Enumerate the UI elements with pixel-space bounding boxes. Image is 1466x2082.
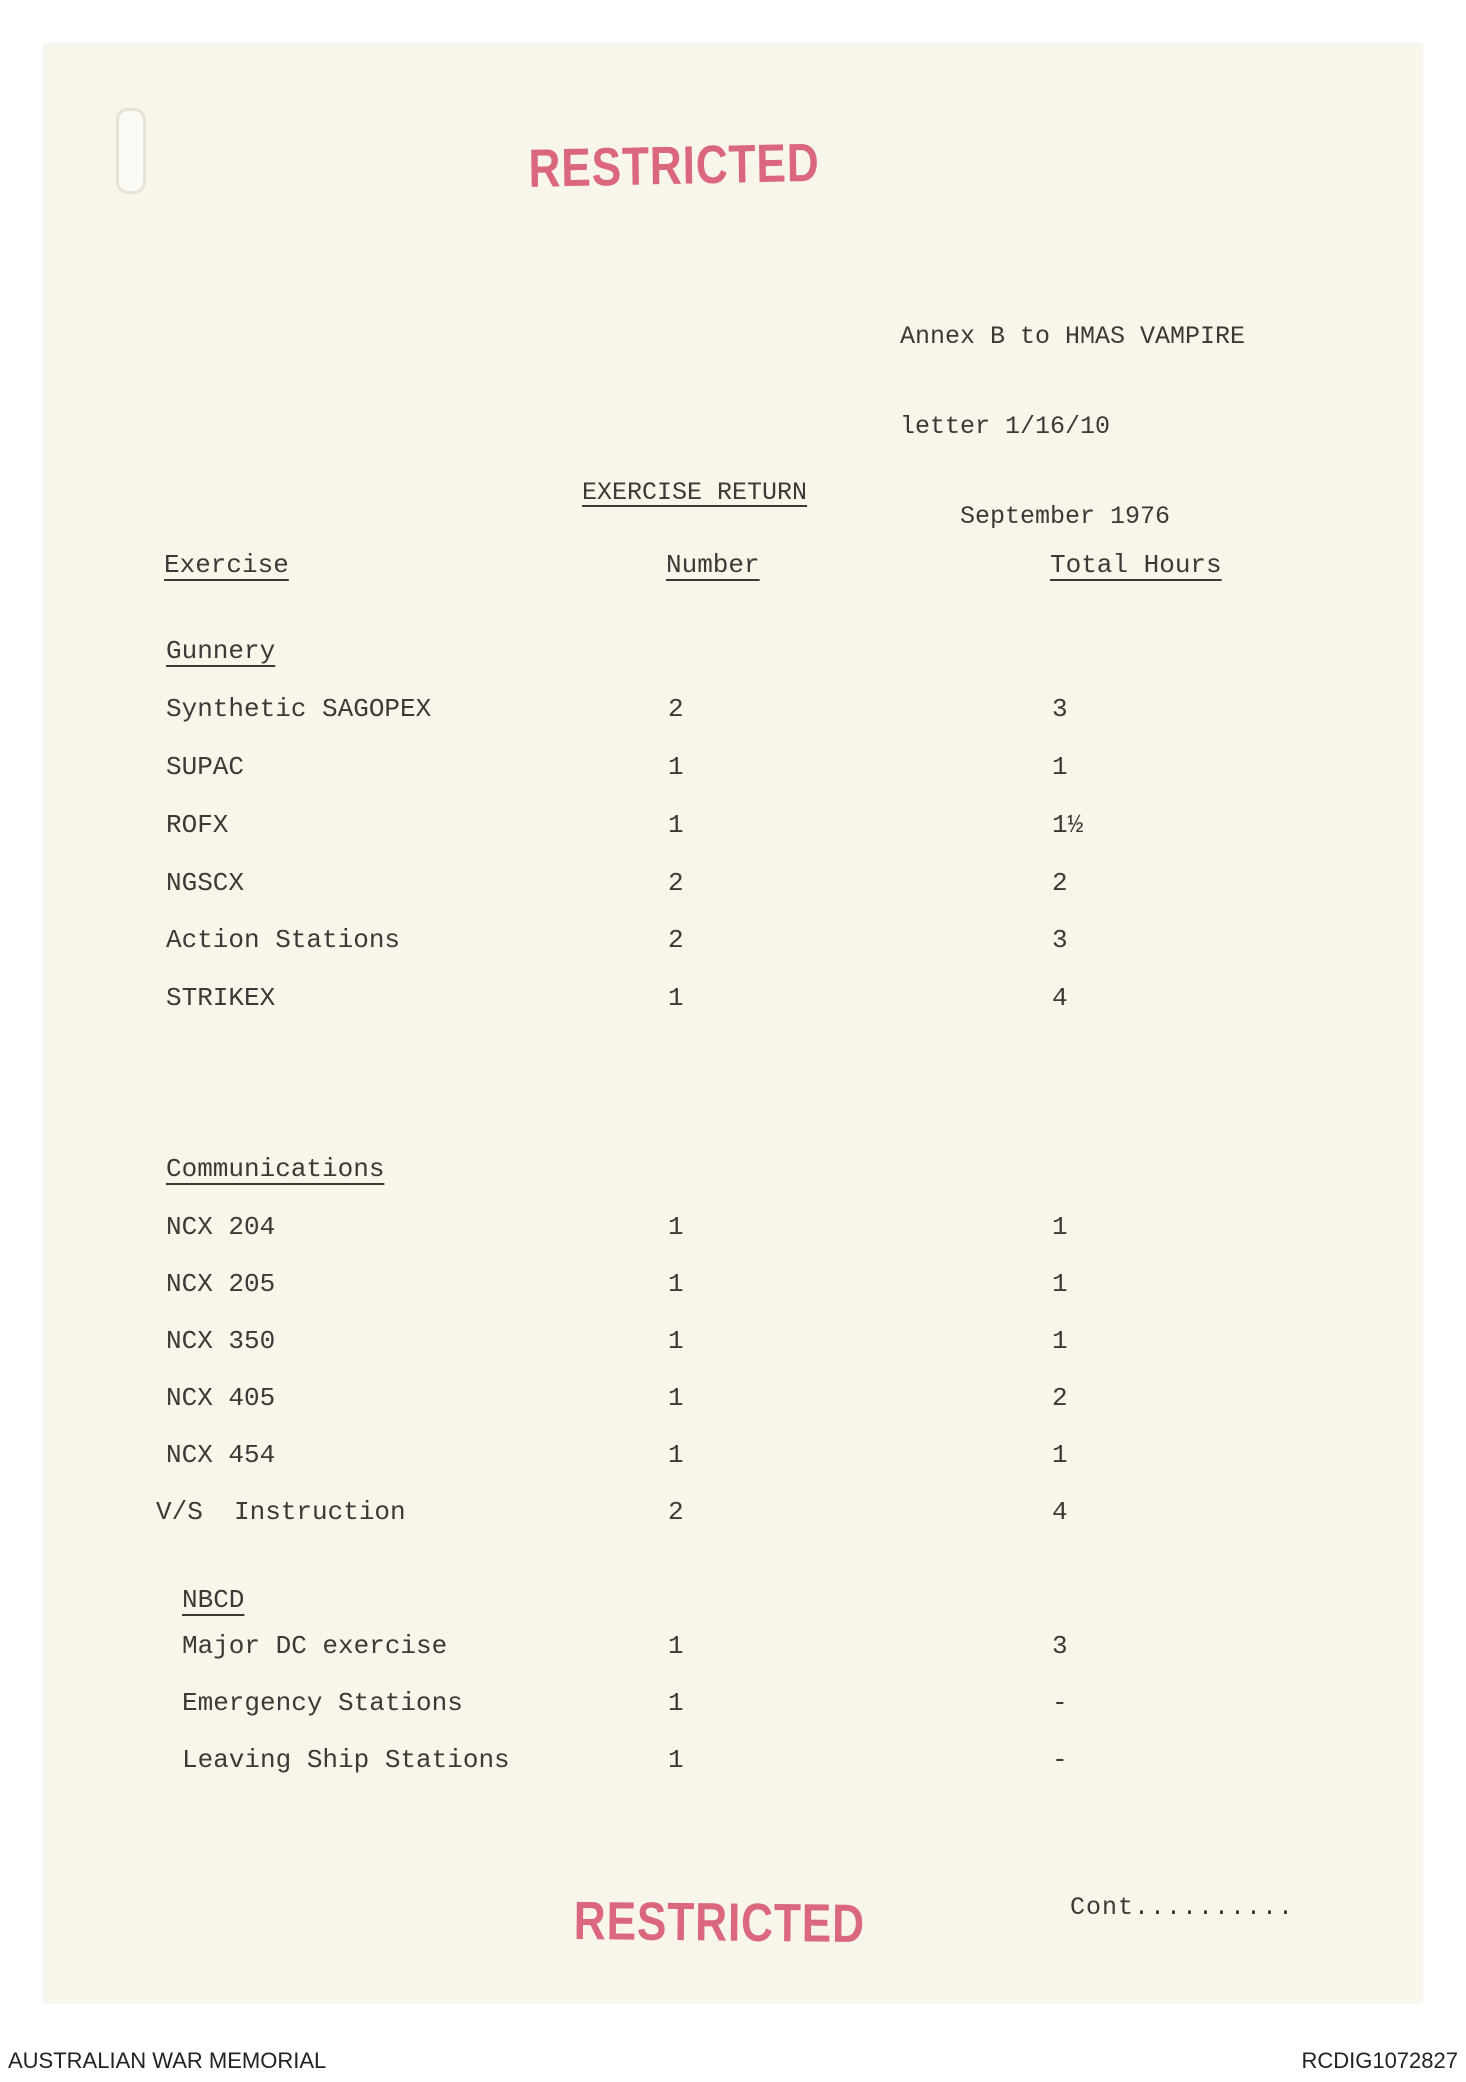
exercise-name: NCX 405 — [166, 1383, 276, 1413]
exercise-number: 1 — [668, 752, 684, 782]
exercise-hours: 1 — [1052, 1326, 1068, 1356]
section-label-communications: Communications — [166, 1154, 385, 1184]
exercise-hours: 2 — [1052, 868, 1068, 898]
exercise-hours: - — [1052, 1688, 1068, 1718]
exercise-number: 1 — [668, 983, 684, 1013]
annex-line-1: Annex B to HMAS VAMPIRE — [900, 322, 1246, 351]
exercise-number: 1 — [668, 810, 684, 840]
annex-line-3: September 1976 — [900, 502, 1171, 531]
exercise-number: 1 — [668, 1326, 684, 1356]
annex-line-2: letter 1/16/10 — [900, 412, 1111, 441]
exercise-number: 1 — [668, 1745, 684, 1775]
exercise-name: ROFX — [166, 810, 229, 840]
exercise-hours: 3 — [1052, 694, 1068, 724]
exercise-name: NCX 454 — [166, 1440, 276, 1470]
exercise-hours: 1 — [1052, 1440, 1068, 1470]
exercise-name: Major DC exercise — [182, 1631, 448, 1661]
table-row — [0, 925, 1466, 959]
exercise-hours: 1 — [1052, 1212, 1068, 1242]
column-header-total-hours: Total Hours — [1050, 550, 1222, 580]
exercise-name: NCX 205 — [166, 1269, 276, 1299]
annex-reference — [900, 262, 1245, 562]
exercise-number: 2 — [668, 1497, 684, 1527]
restricted-stamp-top: RESTRICTED — [528, 132, 820, 199]
exercise-hours: 1 — [1052, 752, 1068, 782]
exercise-name: Action Stations — [166, 925, 401, 955]
exercise-name: NCX 350 — [166, 1326, 276, 1356]
exercise-number: 1 — [668, 1688, 684, 1718]
table-row — [0, 983, 1466, 1017]
exercise-number: 2 — [668, 868, 684, 898]
exercise-number: 1 — [668, 1440, 684, 1470]
exercise-hours: 3 — [1052, 1631, 1068, 1661]
exercise-name: Synthetic SAGOPEX — [166, 694, 432, 724]
table-row — [0, 1269, 1466, 1303]
table-row — [0, 810, 1466, 844]
table-row — [0, 1688, 1466, 1722]
exercise-hours: 2 — [1052, 1383, 1068, 1413]
section-label-nbcd: NBCD — [182, 1585, 245, 1615]
exercise-name: SUPAC — [166, 752, 245, 782]
footer-archive-name: AUSTRALIAN WAR MEMORIAL — [8, 2048, 327, 2073]
exercise-number: 1 — [668, 1212, 684, 1242]
table-row — [0, 1440, 1466, 1474]
exercise-name: STRIKEX — [166, 983, 276, 1013]
exercise-hours: - — [1052, 1745, 1068, 1775]
table-row — [0, 752, 1466, 786]
exercise-number: 1 — [668, 1383, 684, 1413]
exercise-hours: 1 — [1052, 1269, 1068, 1299]
table-row — [0, 1212, 1466, 1246]
table-row — [0, 1326, 1466, 1360]
exercise-name: NGSCX — [166, 868, 245, 898]
section-label-gunnery: Gunnery — [166, 636, 276, 666]
footer-record-id: RCDIG1072827 — [1301, 2048, 1458, 2073]
column-header-exercise: Exercise — [164, 550, 289, 580]
exercise-name: NCX 204 — [166, 1212, 276, 1242]
restricted-stamp-bottom: RESTRICTED — [573, 1891, 866, 1955]
exercise-number: 1 — [668, 1269, 684, 1299]
table-row — [0, 1745, 1466, 1779]
column-header-number: Number — [666, 550, 760, 580]
exercise-hours: 4 — [1052, 983, 1068, 1013]
document-title: EXERCISE RETURN — [582, 478, 808, 507]
table-row — [0, 868, 1466, 902]
table-row — [0, 694, 1466, 728]
exercise-name: Emergency Stations — [182, 1688, 463, 1718]
punch-hole — [116, 108, 146, 194]
exercise-number: 2 — [668, 694, 684, 724]
continuation-note: Cont.......... — [1070, 1893, 1295, 1922]
exercise-number: 2 — [668, 925, 684, 955]
exercise-hours: 4 — [1052, 1497, 1068, 1527]
exercise-hours: 3 — [1052, 925, 1068, 955]
table-row — [0, 1497, 1466, 1531]
table-row — [0, 1631, 1466, 1665]
exercise-number: 1 — [668, 1631, 684, 1661]
exercise-name: V/S Instruction — [156, 1497, 406, 1527]
table-row — [0, 1383, 1466, 1417]
exercise-name: Leaving Ship Stations — [182, 1745, 510, 1775]
exercise-hours: 1½ — [1052, 810, 1084, 840]
